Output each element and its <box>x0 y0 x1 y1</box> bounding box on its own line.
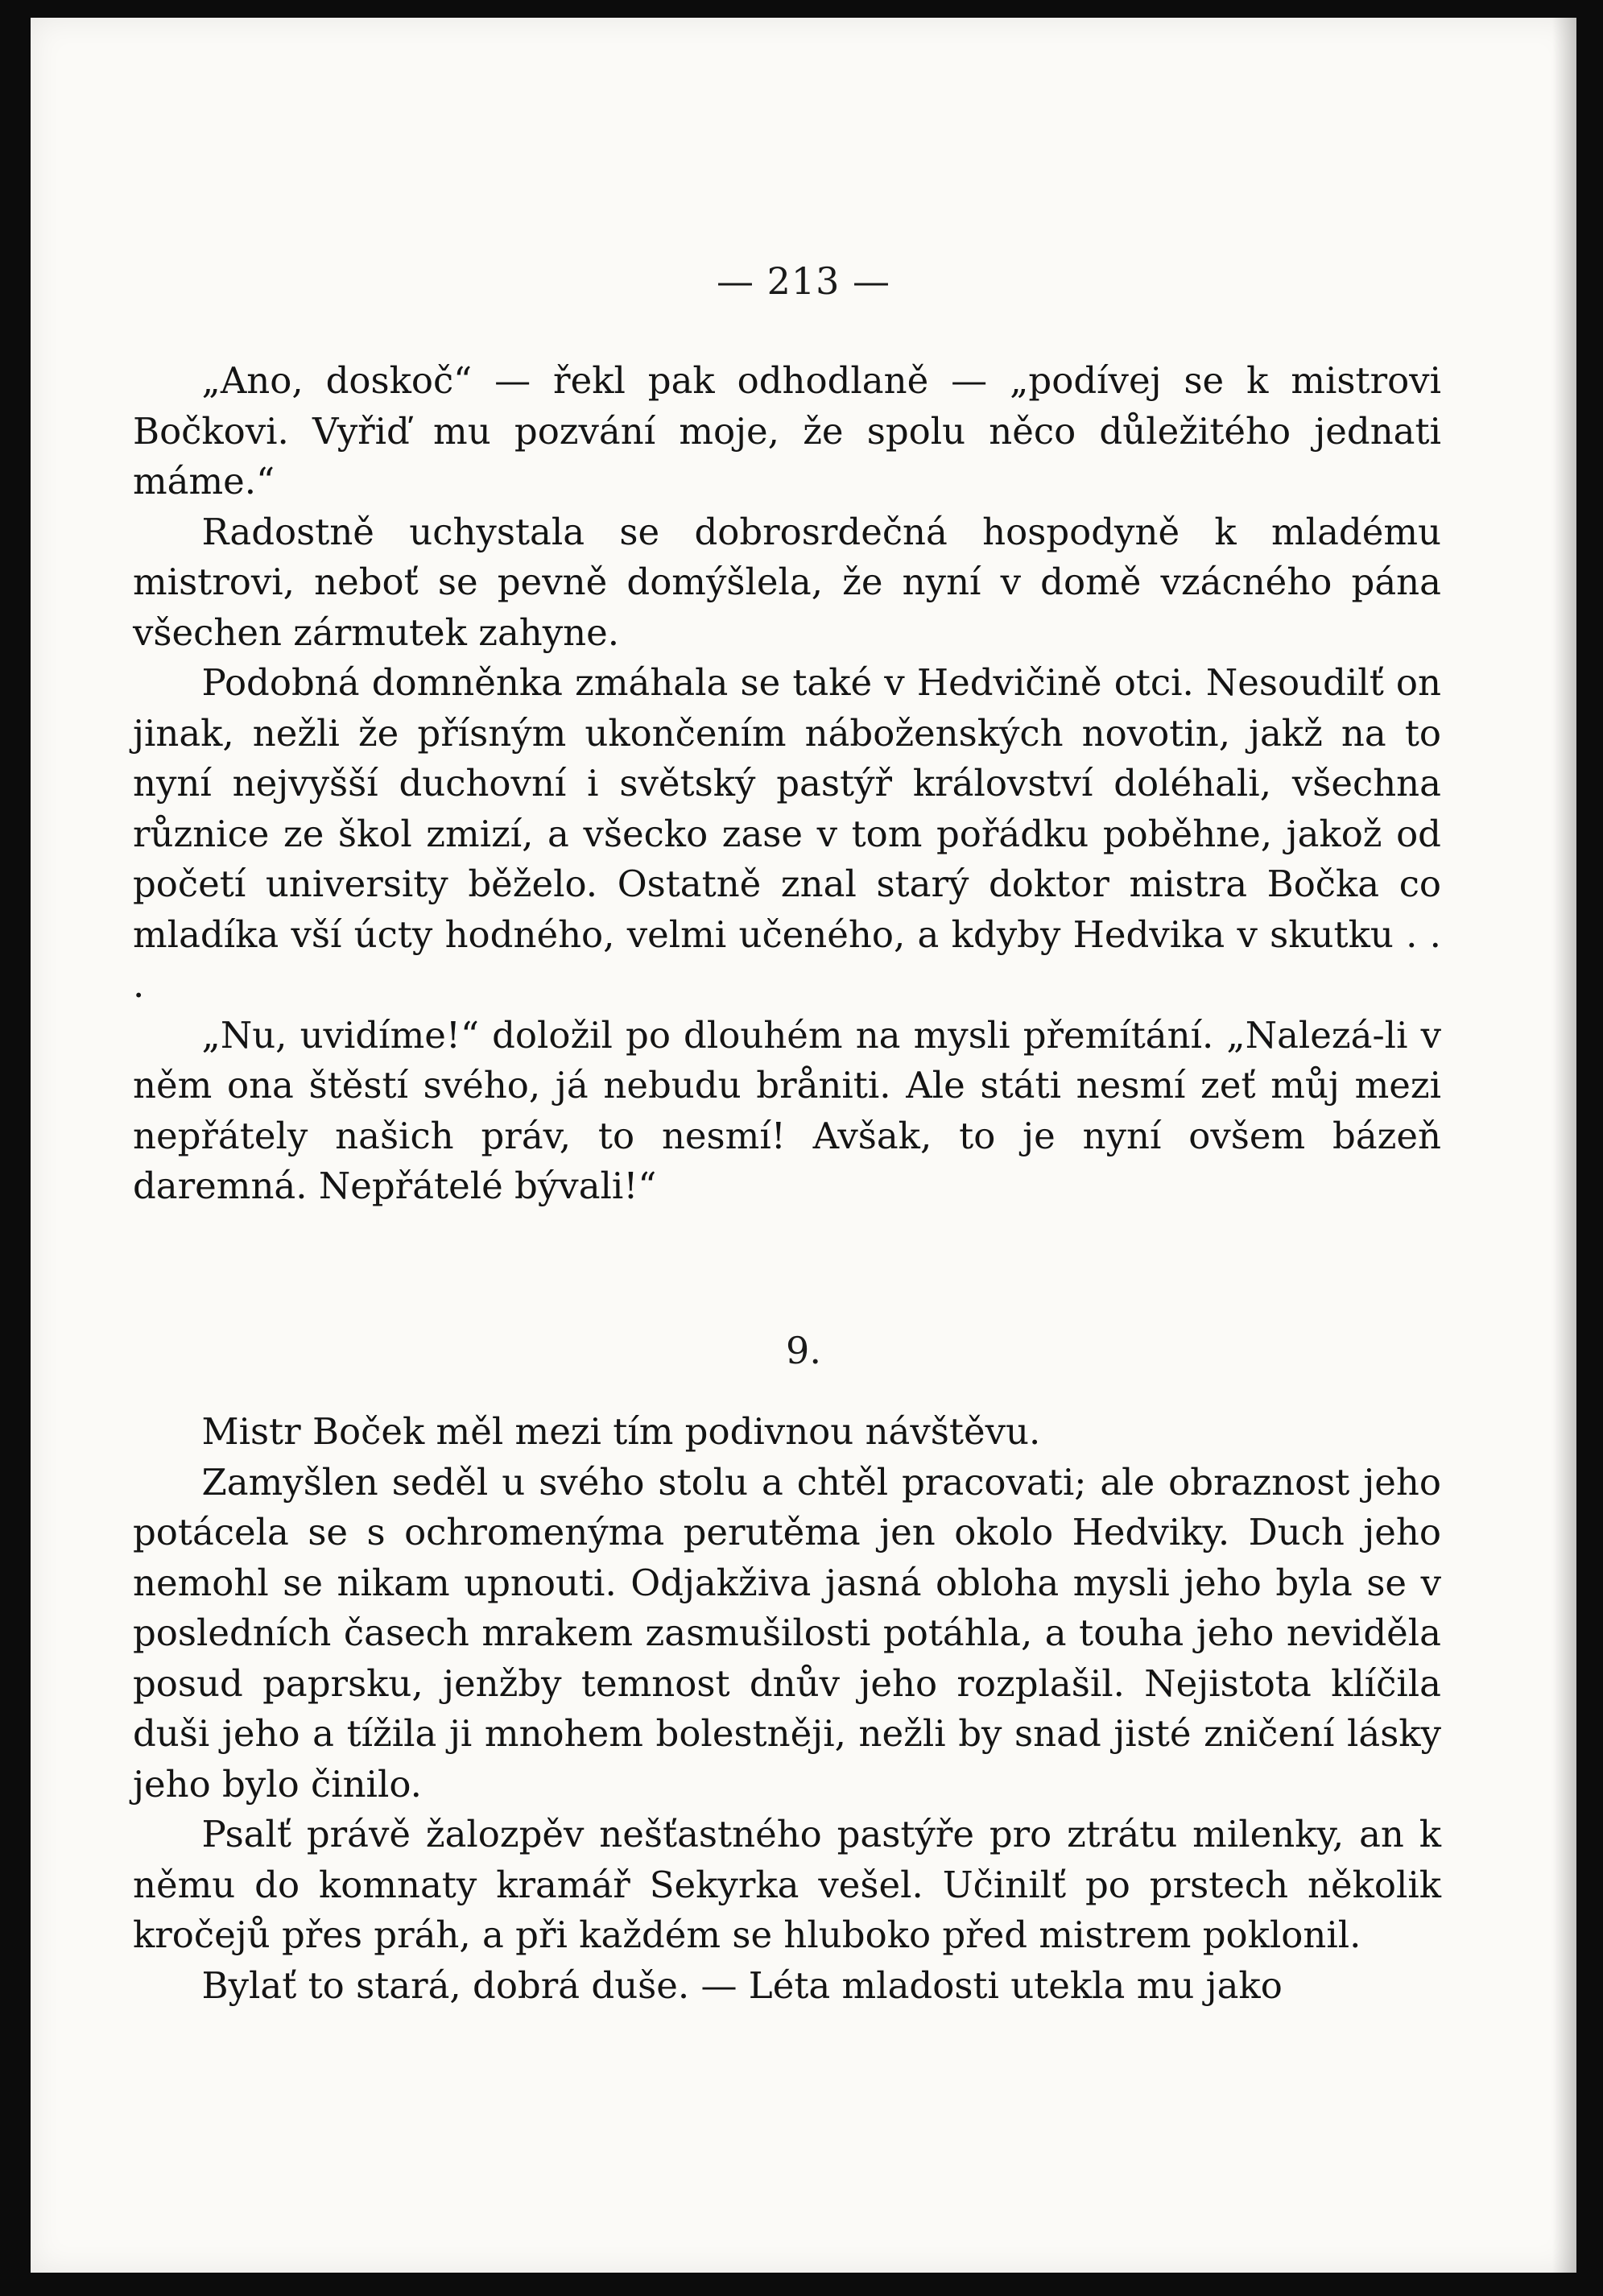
paragraph: „Nu, uvidíme!“ doložil po dlouhém na mysli přemítání. „Nalezá-li v něm ona štěstí svého, já nebudu bråniti. Ale státi nesmí zeť můj mezi nepřátely našich práv, to nesmí! Avšak, to je nyní ovšem bázeň daremná. Nepřátelé bývali!“ <box>133 1013 1441 1207</box>
paragraph: „Ano, doskoč“ — řekl pak odhodlaně — „podívej se k mistrovi Bočkovi. Vyřiď mu pozvání moje, že spolu něco důležitého jednati máme.“ <box>133 359 1441 503</box>
chapter-number: 9. <box>786 1329 821 1372</box>
paragraph: Bylať to stará, dobrá duše. — Léta mladosti utekla mu jako <box>201 1963 1283 2007</box>
page-gutter-shadow <box>1552 18 1576 2273</box>
paragraph: Radostně uchystala se dobrosrdečná hospodyně k mladému mistrovi, neboť se pevně domýšlela, že nyní v domě vzácného pána všechen zármutek zahyne. <box>133 510 1441 654</box>
paragraph: Podobná domněnka zmáhala se také v Hedvičině otci. Nesoudilť on jinak, nežli že přísným ukončením náboženských novotin, jakž na to nyní nejvyšší duchovní i světský pastýř království doléhali, všechna různice ze škol zmizí, a všecko zase v tom pořádku poběhne, jakož od početí university běželo. Ostatně znal starý doktor mistra Bočka co mladíka vší úcty hodného, velmi učeného, a kdyby Hedvika v skutku . . . <box>133 661 1441 1006</box>
paragraph: Mistr Boček měl mezi tím podivnou návštěvu. <box>201 1410 1041 1453</box>
paragraph: Zamyšlen seděl u svého stolu a chtěl pracovati; ale obraznost jeho potácela se s ochromenýma perutěma jen okolo Hedviky. Duch jeho nemohl se nikam upnouti. Odjakživa jasná obloha mysli jeho byla se v posledních časech mrakem zasmušilosti potáhla, a touha jeho neviděla posud paprsku, jenžby temnost dnův jeho rozplašil. Nejistota klíčila duši jeho a tížila ji mnohem bolestněji, nežli by snad jisté zničení lásky jeho bylo činilo. <box>133 1460 1441 1806</box>
book-page <box>31 18 1576 2273</box>
paragraph: Psalť právě žalozpěv nešťastného pastýře pro ztrátu milenky, an k němu do komnaty kramář Sekyrka vešel. Učinilť po prstech několik kročejů přes práh, a při každém se hluboko před mistrem poklonil. <box>133 1813 1441 1956</box>
text-section-before-chapter <box>133 356 1441 1212</box>
text-section-after-chapter <box>133 1407 1441 2011</box>
page-number: — 213 — <box>716 259 891 303</box>
